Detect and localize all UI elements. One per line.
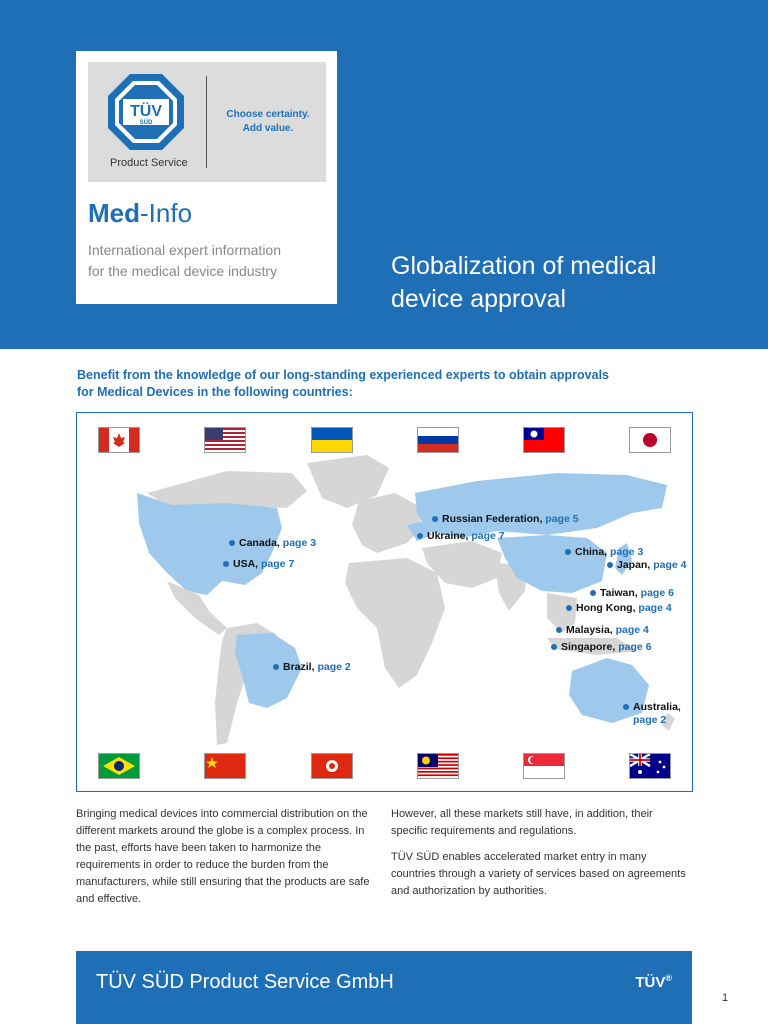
marker-page-link[interactable]: page 7 xyxy=(471,530,505,542)
marker-page-link[interactable]: page 4 xyxy=(615,624,649,636)
marker-dot xyxy=(556,627,562,633)
marker-japan xyxy=(607,559,686,572)
footer-logo-text: TÜV xyxy=(635,974,666,991)
subtitle-line1: International expert information xyxy=(88,242,281,258)
marker-country: Australia, xyxy=(633,701,681,713)
body-paragraph: Bringing medical devices into commercial distribution on the different markets around the globe is a complex process. In the past, efforts have been taken to harmonize the requirements in order to reduce the burden from the manufacturers, while still ensuring that the products are safe and effective. xyxy=(76,808,370,905)
marker-australia xyxy=(623,701,681,727)
marker-country: Japan, xyxy=(617,559,651,571)
marker-page-link[interactable]: page 4 xyxy=(653,559,687,571)
marker-page-link[interactable]: page 2 xyxy=(317,661,351,673)
body-paragraph: However, all these markets still have, in addition, their specific requirements and regulations. xyxy=(391,808,653,837)
info-label: -Info xyxy=(140,198,193,228)
title-line2: device approval xyxy=(391,285,567,313)
marker-dot xyxy=(623,704,629,710)
marker-usa xyxy=(223,558,294,571)
marker-russia xyxy=(432,513,579,526)
marker-country: China, xyxy=(575,546,608,558)
world-map-panel xyxy=(76,412,693,792)
intro-line1: Benefit from the knowledge of our long-standing experienced experts to obtain approvals xyxy=(77,368,610,382)
marker-page-link[interactable]: page 6 xyxy=(640,587,674,599)
marker-page-link[interactable]: page 4 xyxy=(638,602,672,614)
marker-china xyxy=(565,546,643,559)
med-label: Med xyxy=(88,198,140,228)
logo-box xyxy=(88,62,326,182)
body-paragraph: TÜV SÜD enables accelerated market entry in many countries through a variety of services based on agreements and authorization by authorities. xyxy=(391,851,686,897)
marker-page-link[interactable]: page 5 xyxy=(545,513,579,525)
russia-flag xyxy=(417,427,459,453)
brazil-flag xyxy=(98,753,140,779)
marker-page-link[interactable]: page 3 xyxy=(282,537,317,549)
body-column-left xyxy=(76,806,376,917)
intro-line2: for Medical Devices in the following countries: xyxy=(77,385,353,399)
marker-dot xyxy=(607,562,613,568)
footer-registered-mark: ® xyxy=(665,973,672,983)
marker-country: Hong Kong, xyxy=(576,602,636,614)
marker-page-link[interactable]: page 6 xyxy=(618,641,652,653)
marker-country: Canada, xyxy=(239,537,280,549)
marker-country: Malaysia, xyxy=(566,624,613,636)
marker-dot xyxy=(417,533,423,539)
china-flag xyxy=(204,753,246,779)
card-subtitle xyxy=(88,240,328,282)
ukraine-flag xyxy=(311,427,353,453)
russia-shape xyxy=(415,473,667,538)
marker-page-link[interactable]: page 2 xyxy=(633,714,667,726)
africa-shape xyxy=(345,558,445,688)
page-title xyxy=(391,250,731,316)
marker-dot xyxy=(229,540,235,546)
header-banner xyxy=(0,0,768,349)
marker-dot xyxy=(432,516,438,522)
marker-canada xyxy=(229,537,316,550)
intro-text xyxy=(77,367,677,401)
product-service-label: Product Service xyxy=(110,157,188,169)
med-info-card xyxy=(76,51,337,304)
marker-singapore xyxy=(551,641,651,654)
australia-flag xyxy=(629,753,671,779)
marker-dot xyxy=(273,664,279,670)
tuv-sud-logo xyxy=(106,72,186,152)
footer-company-name: TÜV SÜD Product Service GmbH xyxy=(96,971,394,993)
marker-country: Singapore, xyxy=(561,641,616,653)
marker-dot xyxy=(565,549,571,555)
canada-flag xyxy=(98,427,140,453)
marker-country: Brazil, xyxy=(283,661,315,673)
marker-country: Taiwan, xyxy=(600,587,638,599)
marker-malaysia xyxy=(556,624,649,637)
marker-dot xyxy=(566,605,572,611)
hong-kong-flag xyxy=(311,753,353,779)
usa-flag xyxy=(204,427,246,453)
title-line1: Globalization of medical xyxy=(391,252,657,280)
taiwan-flag xyxy=(523,427,565,453)
marker-country: Russian Federation, xyxy=(442,513,543,525)
body-column-right xyxy=(391,806,691,909)
logo-sub: SÜD xyxy=(139,120,153,126)
singapore-flag xyxy=(523,753,565,779)
tagline-line1: Choose certainty. xyxy=(226,109,310,120)
med-info-title xyxy=(88,198,192,229)
footer-bar xyxy=(76,951,692,1024)
page-number: 1 xyxy=(722,992,729,1004)
marker-page-link[interactable]: page 7 xyxy=(261,558,295,570)
tagline-line2: Add value. xyxy=(242,123,294,134)
logo-divider xyxy=(206,76,207,168)
malaysia-flag xyxy=(417,753,459,779)
marker-dot xyxy=(551,644,557,650)
marker-country: USA, xyxy=(233,558,259,570)
marker-hong-kong xyxy=(566,602,672,615)
marker-brazil xyxy=(273,661,351,674)
marker-country: Ukraine, xyxy=(427,530,469,542)
subtitle-line2: for the medical device industry xyxy=(88,263,278,279)
marker-dot xyxy=(590,590,596,596)
marker-ukraine xyxy=(417,530,505,543)
footer-logo xyxy=(635,973,672,991)
tagline xyxy=(218,108,318,136)
japan-flag xyxy=(629,427,671,453)
europe-shape xyxy=(352,493,422,553)
marker-page-link[interactable]: page 3 xyxy=(610,546,644,558)
logo-text: TÜV xyxy=(130,103,162,120)
marker-taiwan xyxy=(590,587,674,600)
marker-dot xyxy=(223,561,229,567)
